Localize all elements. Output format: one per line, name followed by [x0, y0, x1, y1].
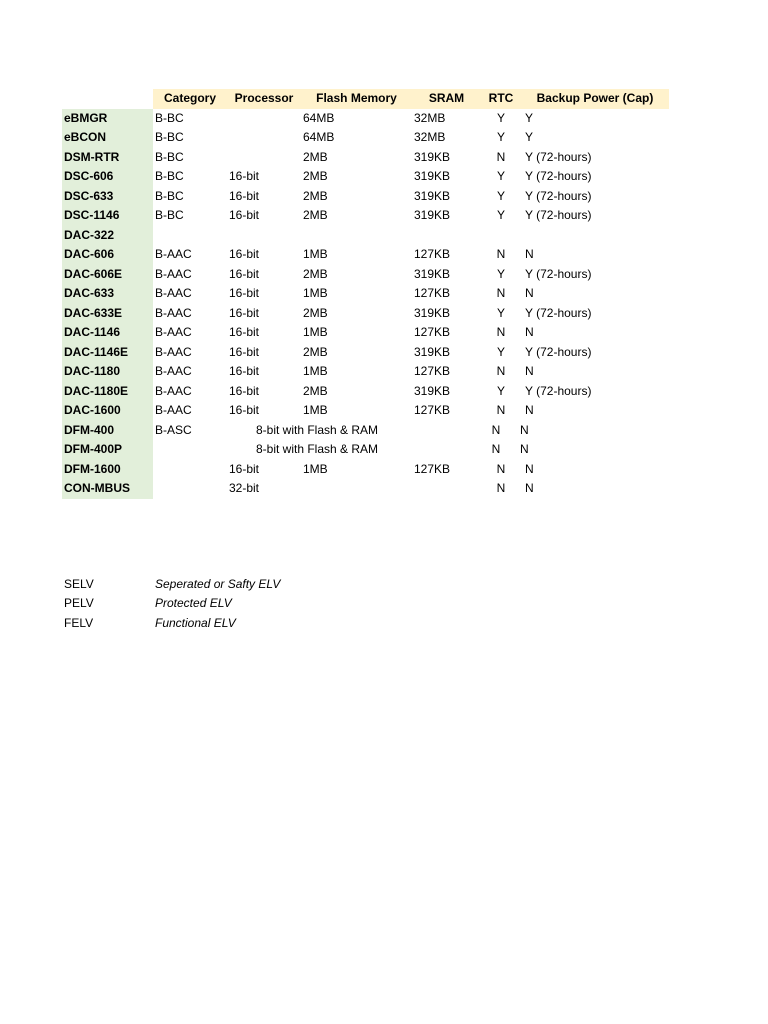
legend-abbreviation[interactable]: FELV [64, 615, 94, 630]
sram-cell[interactable] [412, 226, 481, 246]
sram-cell[interactable]: 127KB [414, 325, 451, 339]
device-name-cell[interactable]: DSM-RTR [62, 148, 153, 168]
device-name-cell[interactable]: eBMGR [62, 109, 153, 129]
sram-cell[interactable] [407, 421, 476, 441]
rtc-cell[interactable]: Y [496, 344, 505, 359]
device-name-cell[interactable]: DFM-1600 [62, 460, 153, 480]
rtc-cell[interactable]: Y [496, 208, 505, 222]
sram-cell[interactable]: 32MB [414, 130, 446, 144]
device-name-cell[interactable]: DAC-1146E [62, 343, 153, 363]
flash-memory-cell[interactable]: 2MB [303, 305, 328, 320]
backup-power-cell[interactable]: N [525, 247, 534, 261]
backup-power-cell[interactable]: N [520, 442, 529, 456]
backup-power-cell[interactable]: N [520, 422, 529, 437]
legend-row [62, 574, 280, 594]
processor-cell[interactable] [227, 109, 301, 129]
flash-memory-cell[interactable]: 2MB [303, 266, 328, 281]
sram-cell[interactable] [407, 440, 476, 460]
rtc-cell[interactable]: Y [496, 110, 505, 125]
table-row [62, 323, 669, 343]
flash-memory-cell[interactable] [301, 479, 412, 499]
category-cell[interactable]: B-BC [155, 130, 184, 144]
rtc-cell[interactable]: N [496, 286, 506, 300]
rtc-cell[interactable]: Y [496, 383, 505, 398]
device-name-cell[interactable]: DAC-606 [62, 245, 153, 265]
table-row [62, 109, 669, 129]
category-cell[interactable]: B-BC [155, 208, 184, 222]
flash-memory-cell[interactable]: 2MB [303, 208, 328, 222]
table-row [62, 460, 669, 480]
table-row [62, 226, 669, 246]
flash-memory-cell[interactable]: 1MB [303, 461, 328, 476]
device-name-cell[interactable]: DSC-633 [62, 187, 153, 207]
rtc-cell[interactable]: Y [496, 266, 505, 281]
device-name-cell[interactable]: DFM-400P [62, 440, 153, 460]
backup-power-cell[interactable]: N [525, 461, 534, 476]
legend-description[interactable]: Functional ELV [155, 615, 236, 630]
header-sram[interactable]: SRAM [412, 89, 481, 109]
rtc-cell[interactable]: N [491, 442, 501, 456]
processor-cell[interactable]: 16-bit [229, 403, 260, 417]
processor-cell[interactable]: 16-bit [229, 305, 260, 320]
flash-memory-cell[interactable]: 1MB [303, 325, 328, 339]
category-cell[interactable] [153, 479, 227, 499]
processor-cell[interactable]: 16-bit [229, 344, 260, 359]
device-name-cell[interactable]: DAC-633 [62, 284, 153, 304]
category-cell[interactable]: B-BC [155, 149, 184, 164]
sram-cell[interactable]: 127KB [414, 247, 451, 261]
table-row [62, 265, 669, 285]
backup-power-cell[interactable]: Y (72-hours) [525, 344, 592, 359]
device-name-cell[interactable]: DAC-1180 [62, 362, 153, 382]
category-cell[interactable]: B-AAC [155, 286, 192, 300]
rtc-cell[interactable]: N [496, 149, 506, 164]
sram-cell[interactable]: 319KB [414, 383, 451, 398]
flash-memory-cell[interactable]: 2MB [303, 149, 328, 164]
processor-cell[interactable]: 16-bit [229, 325, 260, 339]
rtc-cell[interactable]: N [496, 481, 506, 495]
flash-memory-cell[interactable]: 1MB [303, 286, 328, 300]
category-cell[interactable]: B-AAC [155, 344, 192, 359]
flash-memory-cell[interactable]: 1MB [303, 247, 328, 261]
device-name-cell[interactable]: eBCON [62, 128, 153, 148]
device-name-cell[interactable]: DAC-322 [62, 226, 153, 246]
table-row [62, 128, 669, 148]
table-row [62, 284, 669, 304]
sram-cell[interactable]: 32MB [414, 110, 446, 125]
category-cell[interactable]: B-BC [155, 110, 184, 125]
header-processor[interactable]: Processor [227, 89, 301, 109]
processor-flash-merged-cell[interactable]: 8-bit with Flash & RAM [255, 422, 379, 437]
legend-description[interactable]: Seperated or Safty ELV [155, 576, 281, 591]
category-cell[interactable]: B-AAC [155, 266, 192, 281]
device-name-cell[interactable]: DSC-606 [62, 167, 153, 187]
flash-memory-cell[interactable]: 2MB [303, 383, 328, 398]
flash-memory-cell[interactable] [301, 226, 412, 246]
device-name-cell[interactable]: DAC-1146 [62, 323, 153, 343]
sram-cell[interactable]: 319KB [414, 305, 451, 320]
backup-power-cell[interactable]: Y [525, 130, 534, 144]
category-cell[interactable]: B-AAC [155, 247, 192, 261]
category-cell[interactable]: B-AAC [155, 403, 192, 417]
rtc-cell[interactable]: N [491, 422, 501, 437]
table-row [62, 401, 669, 421]
legend-row [62, 594, 280, 614]
category-cell[interactable]: B-AAC [155, 305, 192, 320]
rtc-cell[interactable]: N [496, 364, 506, 378]
flash-memory-cell[interactable]: 1MB [303, 403, 328, 417]
flash-memory-cell[interactable]: 64MB [303, 110, 335, 125]
processor-cell[interactable]: 16-bit [229, 364, 260, 378]
processor-cell[interactable]: 16-bit [229, 208, 260, 222]
backup-power-cell[interactable]: Y (72-hours) [525, 305, 592, 320]
backup-power-cell[interactable]: Y [525, 110, 534, 125]
rtc-cell[interactable]: N [496, 403, 506, 417]
flash-memory-cell[interactable]: 1MB [303, 364, 328, 378]
device-name-cell[interactable]: DAC-1180E [62, 382, 153, 402]
category-cell[interactable] [153, 440, 227, 460]
backup-power-cell[interactable]: Y (72-hours) [525, 169, 592, 183]
device-name-cell[interactable]: DAC-1600 [62, 401, 153, 421]
processor-cell[interactable]: 16-bit [229, 188, 260, 203]
rtc-cell[interactable]: Y [496, 130, 505, 144]
rtc-cell[interactable]: Y [496, 305, 505, 320]
rtc-cell[interactable]: N [496, 325, 506, 339]
table-row [62, 421, 669, 441]
backup-power-cell[interactable]: Y (72-hours) [525, 383, 592, 398]
backup-power-cell[interactable]: Y (72-hours) [525, 188, 592, 203]
processor-cell[interactable] [227, 148, 301, 168]
backup-power-cell[interactable]: N [525, 481, 534, 495]
backup-power-cell[interactable]: N [525, 286, 534, 300]
rtc-cell[interactable] [481, 226, 521, 246]
processor-cell[interactable]: 16-bit [229, 169, 260, 183]
rtc-cell[interactable]: Y [496, 169, 505, 183]
processor-cell[interactable]: 16-bit [229, 383, 260, 398]
backup-power-cell[interactable]: Y (72-hours) [525, 149, 592, 164]
category-cell[interactable] [153, 226, 227, 246]
table-body [62, 109, 669, 499]
category-cell[interactable]: B-BC [155, 169, 184, 183]
device-spec-table [62, 89, 669, 499]
flash-memory-cell[interactable]: 2MB [303, 188, 328, 203]
table-row [62, 440, 669, 460]
header-blank-cell [62, 89, 153, 109]
table-row [62, 362, 669, 382]
header-flash-memory[interactable]: Flash Memory [301, 89, 412, 109]
legend-description[interactable]: Protected ELV [155, 596, 232, 611]
sram-cell[interactable] [412, 479, 481, 499]
device-name-cell[interactable]: DSC-1146 [62, 206, 153, 226]
sram-cell[interactable]: 319KB [414, 208, 451, 222]
header-rtc[interactable]: RTC [481, 89, 521, 109]
table-row [62, 148, 669, 168]
category-cell[interactable]: B-AAC [155, 325, 192, 339]
table-row [62, 343, 669, 363]
sram-cell[interactable]: 319KB [414, 344, 451, 359]
device-name-cell[interactable]: DAC-606E [62, 265, 153, 285]
sram-cell[interactable]: 127KB [414, 403, 451, 417]
table-row [62, 206, 669, 226]
header-category[interactable]: Category [153, 89, 227, 109]
legend-row [62, 613, 280, 633]
rtc-cell[interactable]: N [496, 461, 506, 476]
device-name-cell[interactable]: DAC-633E [62, 304, 153, 324]
backup-power-cell[interactable]: Y (72-hours) [525, 266, 592, 281]
sram-cell[interactable]: 127KB [414, 364, 451, 378]
processor-cell[interactable]: 16-bit [229, 247, 260, 261]
flash-memory-cell[interactable]: 64MB [303, 130, 335, 144]
backup-power-cell[interactable] [521, 226, 669, 246]
processor-cell[interactable] [227, 226, 301, 246]
sram-cell[interactable]: 319KB [414, 169, 451, 183]
rtc-cell[interactable]: Y [496, 188, 505, 203]
device-name-cell[interactable]: DFM-400 [62, 421, 153, 441]
backup-power-cell[interactable]: Y (72-hours) [525, 208, 592, 222]
sram-cell[interactable]: 319KB [414, 188, 451, 203]
backup-power-cell[interactable]: N [525, 325, 534, 339]
backup-power-cell[interactable]: N [525, 364, 534, 378]
table-row [62, 245, 669, 265]
legend-abbreviation[interactable]: SELV [64, 576, 94, 591]
processor-cell[interactable]: 16-bit [229, 266, 260, 281]
flash-memory-cell[interactable]: 2MB [303, 344, 328, 359]
table-row [62, 304, 669, 324]
category-cell[interactable]: B-ASC [155, 422, 192, 437]
table-row [62, 167, 669, 187]
category-cell[interactable]: B-BC [155, 188, 184, 203]
table-row [62, 382, 669, 402]
device-name-cell[interactable]: CON-MBUS [62, 479, 153, 499]
sram-cell[interactable]: 319KB [414, 149, 451, 164]
header-backup-power[interactable]: Backup Power (Cap) [521, 89, 669, 109]
table-row [62, 187, 669, 207]
sram-cell[interactable]: 127KB [414, 461, 451, 476]
rtc-cell[interactable]: N [496, 247, 506, 261]
processor-cell[interactable] [227, 128, 301, 148]
processor-cell[interactable]: 32-bit [229, 481, 260, 495]
table-header-row [62, 89, 669, 109]
sram-cell[interactable]: 127KB [414, 286, 451, 300]
category-cell[interactable]: B-AAC [155, 383, 192, 398]
legend-list [62, 574, 280, 633]
category-cell[interactable]: B-AAC [155, 364, 192, 378]
processor-cell[interactable]: 16-bit [229, 286, 260, 300]
processor-flash-merged-cell[interactable]: 8-bit with Flash & RAM [255, 442, 379, 456]
legend-abbreviation[interactable]: PELV [64, 596, 94, 611]
sram-cell[interactable]: 319KB [414, 266, 451, 281]
flash-memory-cell[interactable]: 2MB [303, 169, 328, 183]
backup-power-cell[interactable]: N [525, 403, 534, 417]
processor-cell[interactable]: 16-bit [229, 461, 260, 476]
table-row [62, 479, 669, 499]
category-cell[interactable] [153, 460, 227, 480]
